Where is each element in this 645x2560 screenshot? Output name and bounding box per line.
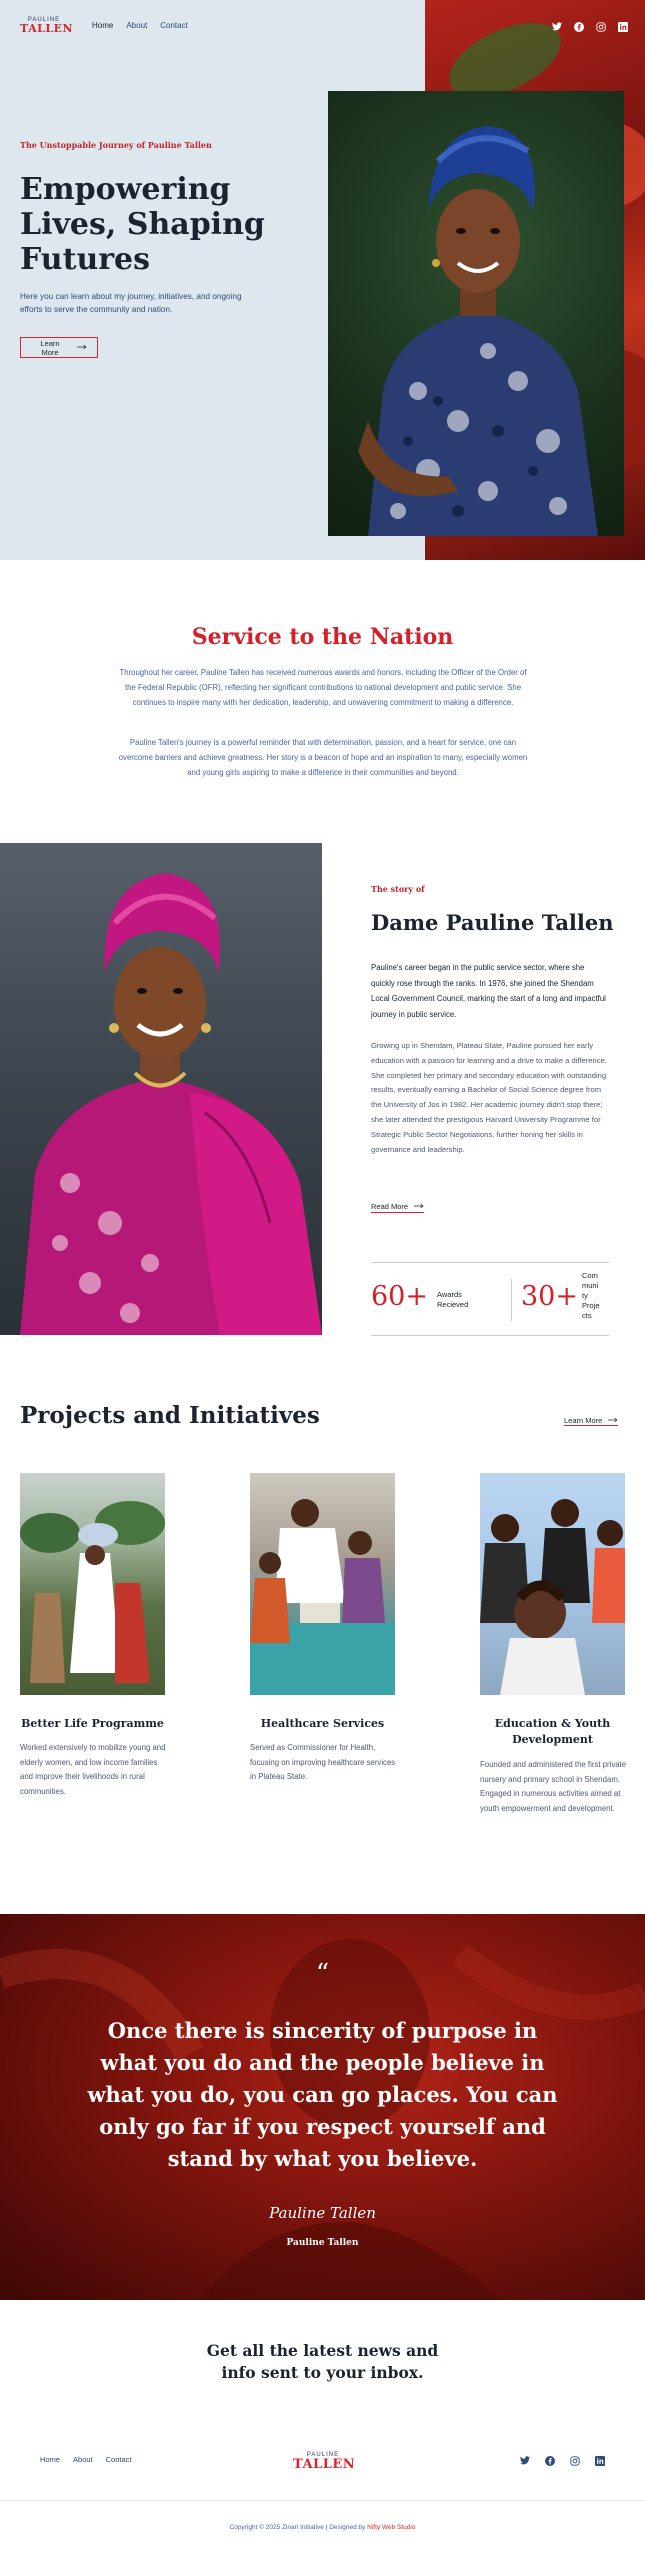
service-title: Service to the Nation [191, 624, 454, 650]
header-social-links [551, 21, 628, 32]
logo-top-text: PAULINE [306, 2452, 340, 2458]
project-title-better-life: Better Life Programme [21, 1717, 164, 1730]
arrow-right-icon [77, 343, 87, 352]
twitter-icon[interactable] [551, 21, 562, 32]
story-lead-paragraph: Pauline's career began in the public service sector, where she quickly rose through the ranks. In 1976, she joined the Shendam Local Government Council, marking the start of a long and impactful journey in public service. [371, 963, 606, 1019]
linkedin-icon[interactable] [594, 2455, 605, 2466]
projects-learn-more-link[interactable] [564, 1416, 618, 1426]
awards-stat-label: Awards Recieved [437, 1290, 469, 1309]
hero-title: Empowering Lives, Shaping Futures [20, 172, 265, 277]
story-read-more-link[interactable] [371, 1202, 424, 1213]
stats-divider [511, 1279, 512, 1321]
story-title: Dame Pauline Tallen [371, 910, 614, 935]
copyright-text: Copyright © 2025 Zinari Initiative | Designed by [229, 2524, 368, 2531]
service-paragraph-1: Throughout her career, Pauline Tallen has received numerous awards and honors, including the Officer of the Order of the Federal Republic (OFR), reflecting her significant contributions to national development and public service. She continues to inspire many with her dedication, leadership, and unwavering commitment to making a difference. [119, 668, 527, 707]
project-image-healthcare[interactable] [250, 1473, 395, 1695]
hero-portrait-image [328, 91, 624, 536]
logo-bottom-text: TALLEN [293, 2457, 356, 2472]
project-desc-healthcare: Served as Commissioner for Health, focusing on improving healthcare services in Plateau State. [250, 1743, 396, 1781]
signature: Pauline Tallen [269, 2204, 376, 2222]
footer-about-link[interactable]: About [73, 2455, 93, 2464]
footer-social-links [519, 2455, 605, 2466]
logo-bottom-text: TALLEN [20, 22, 74, 35]
hero-kicker: The Unstoppable Journey of Pauline Tallen [20, 140, 212, 150]
read-more-label: Read More [371, 1202, 409, 1211]
site-logo[interactable] [20, 17, 74, 35]
project-title-healthcare: Healthcare Services [260, 1717, 385, 1730]
hero-section [0, 0, 645, 560]
project-desc-education: Founded and administered the first private nursery and primary school in Shendam. Engaged in numerous activities aimed at youth empowerment and development. [480, 1760, 627, 1813]
logo-top-text: PAULINE [27, 17, 61, 23]
nav-home-link[interactable]: Home [92, 21, 114, 30]
footer-divider [0, 2500, 645, 2501]
facebook-icon[interactable] [544, 2455, 555, 2466]
hero-subtitle: Here you can learn about my journey, initiatives, and ongoing efforts to serve the community and nation. [20, 292, 242, 314]
twitter-icon[interactable] [519, 2455, 530, 2466]
story-kicker: The story of [371, 884, 425, 894]
arrow-right-icon [414, 1202, 424, 1211]
quote-text: Once there is sincerity of purpose in what you do and the people believe in what you do, you can go places. You can only go far if you respect yourself and stand by what you believe. [87, 2018, 558, 2171]
project-image-better-life[interactable] [20, 1473, 165, 1695]
nav-contact-link[interactable]: Contact [160, 21, 188, 30]
instagram-icon[interactable] [595, 21, 606, 32]
project-image-education[interactable] [480, 1473, 625, 1695]
nav-about-link[interactable]: About [126, 21, 148, 30]
footer-home-link[interactable]: Home [40, 2455, 61, 2464]
story-portrait-image [0, 843, 322, 1335]
facebook-icon[interactable] [573, 21, 584, 32]
learn-more-label: Learn More [564, 1416, 603, 1425]
awards-stat-value: 60+ [371, 1281, 428, 1312]
footer-logo[interactable] [293, 2452, 356, 2472]
instagram-icon[interactable] [569, 2455, 580, 2466]
footer-contact-link[interactable]: Contact [105, 2455, 132, 2464]
main-nav [92, 21, 188, 30]
projects-stat-value: 30+ [521, 1281, 578, 1312]
designer-link[interactable]: Nifty Web Studio [367, 2524, 416, 2531]
story-stats [371, 1262, 609, 1336]
arrow-right-icon [608, 1416, 618, 1425]
service-paragraph-2: Pauline Tallen's journey is a powerful reminder that with determination, passion, and a heart for service, one can overcome barriers and achieve greatness. Her story is a beacon of hope and an inspiration to many, especially women and young girls aspiring to make a difference in their communities and beyond. [118, 738, 528, 777]
learn-more-label: Learn More [40, 338, 60, 357]
quote-author: Pauline Tallen [286, 2238, 359, 2248]
linkedin-icon[interactable] [617, 21, 628, 32]
projects-stat-label: Com muni ty Proje cts [582, 1271, 600, 1320]
project-desc-better-life: Worked extensively to mobilize young and elderly women, and low income families and improve their livelihoods in rural communities. [20, 1743, 166, 1796]
quote-mark-icon: “ [315, 1959, 330, 1989]
projects-title: Projects and Initiatives [20, 1402, 320, 1429]
project-title-education: Education & Youth Development [494, 1717, 611, 1746]
hero-learn-more-button[interactable] [20, 337, 98, 358]
copyright [0, 2524, 645, 2531]
story-body-paragraph: Growing up in Shendam, Plateau State, Pauline pursued her early education with a passion for learning and a drive to make a difference. She completed her primary and secondary education with outstanding results, eventually earning a Bachelor of Social Science degree from the University of Jos in 1982. Her academic journey didn't stop there; she later attended the prestigious Harvard University Programme for Strategic Public Sector Negotiations, further honing her skills in governance and leadership. [371, 1041, 607, 1154]
footer-nav [40, 2455, 131, 2464]
newsletter-title: Get all the latest news and info sent to your inbox. [206, 2341, 439, 2382]
